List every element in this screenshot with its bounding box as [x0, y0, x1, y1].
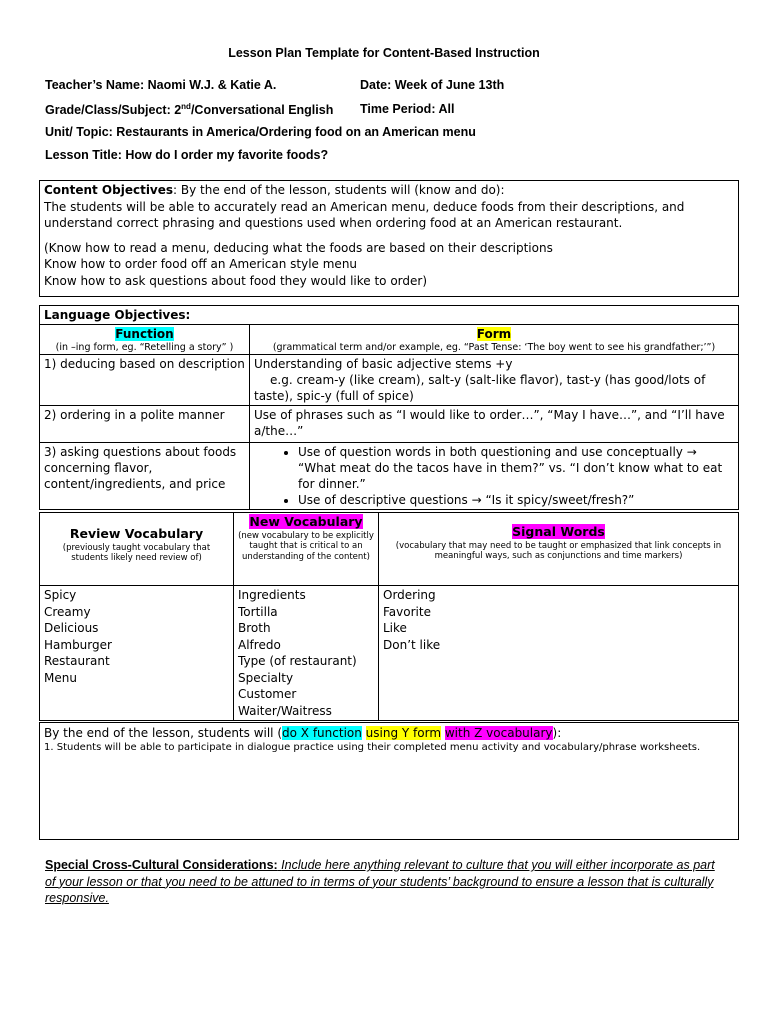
special-considerations: [45, 857, 720, 907]
list-item: Type (of restaurant): [238, 654, 357, 668]
list-item: Delicious: [44, 621, 99, 635]
vocabulary-table: [39, 512, 739, 721]
objective-suffix: ):: [552, 726, 562, 740]
list-item: Favorite: [383, 604, 431, 619]
review-vocab-header: [40, 513, 234, 586]
form-bullet: • Use of question words in both questioning and use conceptually → “What meat do the tacos have in them?” vs. “I don’t know what to eat for dinner.”: [298, 444, 734, 492]
form-cell: Use of phrases such as “I would like to order…”, “May I have…”, and “I’ll have a/the…”: [250, 406, 739, 443]
lesson-title: Lesson Title: How do I order my favorite foods?: [45, 148, 329, 162]
list-item: Ordering: [383, 588, 436, 602]
table-row: [40, 443, 739, 510]
form-label: Form: [476, 327, 512, 341]
function-cell: 2) ordering in a polite manner: [40, 406, 250, 443]
list-item: Don’t like: [383, 637, 441, 652]
form-note: (grammatical term and/or example, eg. “Past Tense: ‘The boy went to see his grandfather;’”): [272, 342, 716, 353]
list-item: Spicy: [44, 588, 77, 602]
content-objectives-intro: : By the end of the lesson, students will (know and do):: [173, 183, 505, 197]
language-objectives-label: Language Objectives:: [40, 306, 739, 325]
list-item: Waiter/Waitress: [238, 703, 332, 718]
list-item: Alfredo: [238, 637, 281, 652]
content-objective-item: Know how to order food off an American style menu: [44, 257, 358, 271]
list-item: Restaurant: [44, 654, 110, 668]
objective-y: using Y form: [365, 726, 442, 740]
objective-statement-line: [44, 725, 734, 741]
review-vocab-note: (previously taught vocabulary that students likely need review of): [62, 542, 211, 563]
form-cell: [250, 355, 739, 406]
function-label: Function: [115, 327, 174, 341]
date-line: Date: Week of June 13th: [360, 78, 505, 92]
list-item: Like: [383, 621, 407, 635]
content-objectives-label: Content Objectives: [44, 183, 174, 197]
grade-suffix: /Conversational English: [190, 103, 334, 118]
form-bullet: • Use of descriptive questions → “Is it spicy/sweet/fresh?”: [298, 492, 734, 508]
new-vocab-note: (new vocabulary to be explicitly taught that is critical to an understanding of the content): [238, 530, 374, 562]
special-text: Include here anything relevant to culture that you will either incorporate as part of your lesson or that you need to be attuned to in terms of your students’ background to ensure a lesson that is culturally responsive.: [45, 858, 715, 905]
grade-line: [45, 102, 333, 117]
document-title: Lesson Plan Template for Content-Based Instruction: [228, 46, 540, 60]
content-objectives-body: The students will be able to accurately read an American menu, deduce foods from their descriptions, and understand correct phrasing and questions used when ordering food at an American restaurant.: [44, 199, 685, 230]
teacher-name: Teacher’s Name: Naomi W.J. & Katie A.: [45, 78, 277, 92]
new-vocab-header: [234, 513, 379, 586]
list-item: Menu: [44, 670, 77, 685]
function-cell: 1) deducing based on description: [40, 355, 250, 406]
grade-prefix: Grade/Class/Subject: 2: [45, 103, 182, 118]
time-period: Time Period: All: [360, 102, 455, 116]
objective-item: 1. Students will be able to participate in dialogue practice using their completed menu activity and vocabulary/phrase worksheets.: [44, 742, 701, 753]
function-cell: 3) asking questions about foods concerning flavor, content/ingredients, and price: [40, 443, 250, 510]
grade-sup: nd: [181, 102, 191, 111]
table-row: [40, 355, 739, 406]
new-vocab-list: [234, 586, 379, 721]
unit-topic: Unit/ Topic: Restaurants in America/Ordering food on an American menu: [45, 125, 476, 139]
signal-words-note: (vocabulary that may need to be taught or emphasized that link concepts in meaningful ways, such as conjunctions and time markers): [395, 540, 722, 561]
review-vocab-list: [40, 586, 234, 721]
list-item: Tortilla: [238, 604, 278, 619]
objective-x: do X function: [282, 726, 362, 740]
list-item: Customer: [238, 687, 297, 701]
review-vocab-label: Review Vocabulary: [69, 526, 204, 541]
list-item: Creamy: [44, 604, 91, 619]
form-line: e.g. cream-y (like cream), salt-y (salt-like flavor), tast-y (has good/lots of taste), spic-y (full of spice): [254, 373, 706, 403]
content-objective-item: (Know how to read a menu, deducing what the foods are based on their descriptions: [44, 240, 553, 255]
function-note: (in –ing form, eg. “Retelling a story” ): [55, 342, 234, 353]
special-label: Special Cross-Cultural Considerations:: [45, 858, 278, 872]
list-item: Ingredients: [238, 588, 306, 602]
content-objective-item: Know how to ask questions about food they would like to order): [44, 273, 428, 288]
list-item: Hamburger: [44, 637, 112, 652]
signal-words-header: [379, 513, 739, 586]
new-vocab-label: New Vocabulary: [249, 514, 363, 529]
form-header: [250, 325, 739, 355]
form-cell: [250, 443, 739, 510]
objective-prefix: By the end of the lesson, students will (: [44, 726, 283, 740]
objective-z: with Z vocabulary: [444, 726, 553, 740]
table-row: [40, 406, 739, 443]
objective-statement-box: [39, 722, 739, 840]
list-item: Broth: [238, 621, 271, 635]
function-header: [40, 325, 250, 355]
signal-words-label: Signal Words: [512, 524, 605, 539]
signal-words-list: [379, 586, 739, 721]
content-objectives-box: [39, 180, 739, 297]
list-item: Specialty: [238, 670, 294, 685]
form-line: Understanding of basic adjective stems +y: [254, 357, 513, 371]
language-objectives-table: [39, 305, 739, 510]
